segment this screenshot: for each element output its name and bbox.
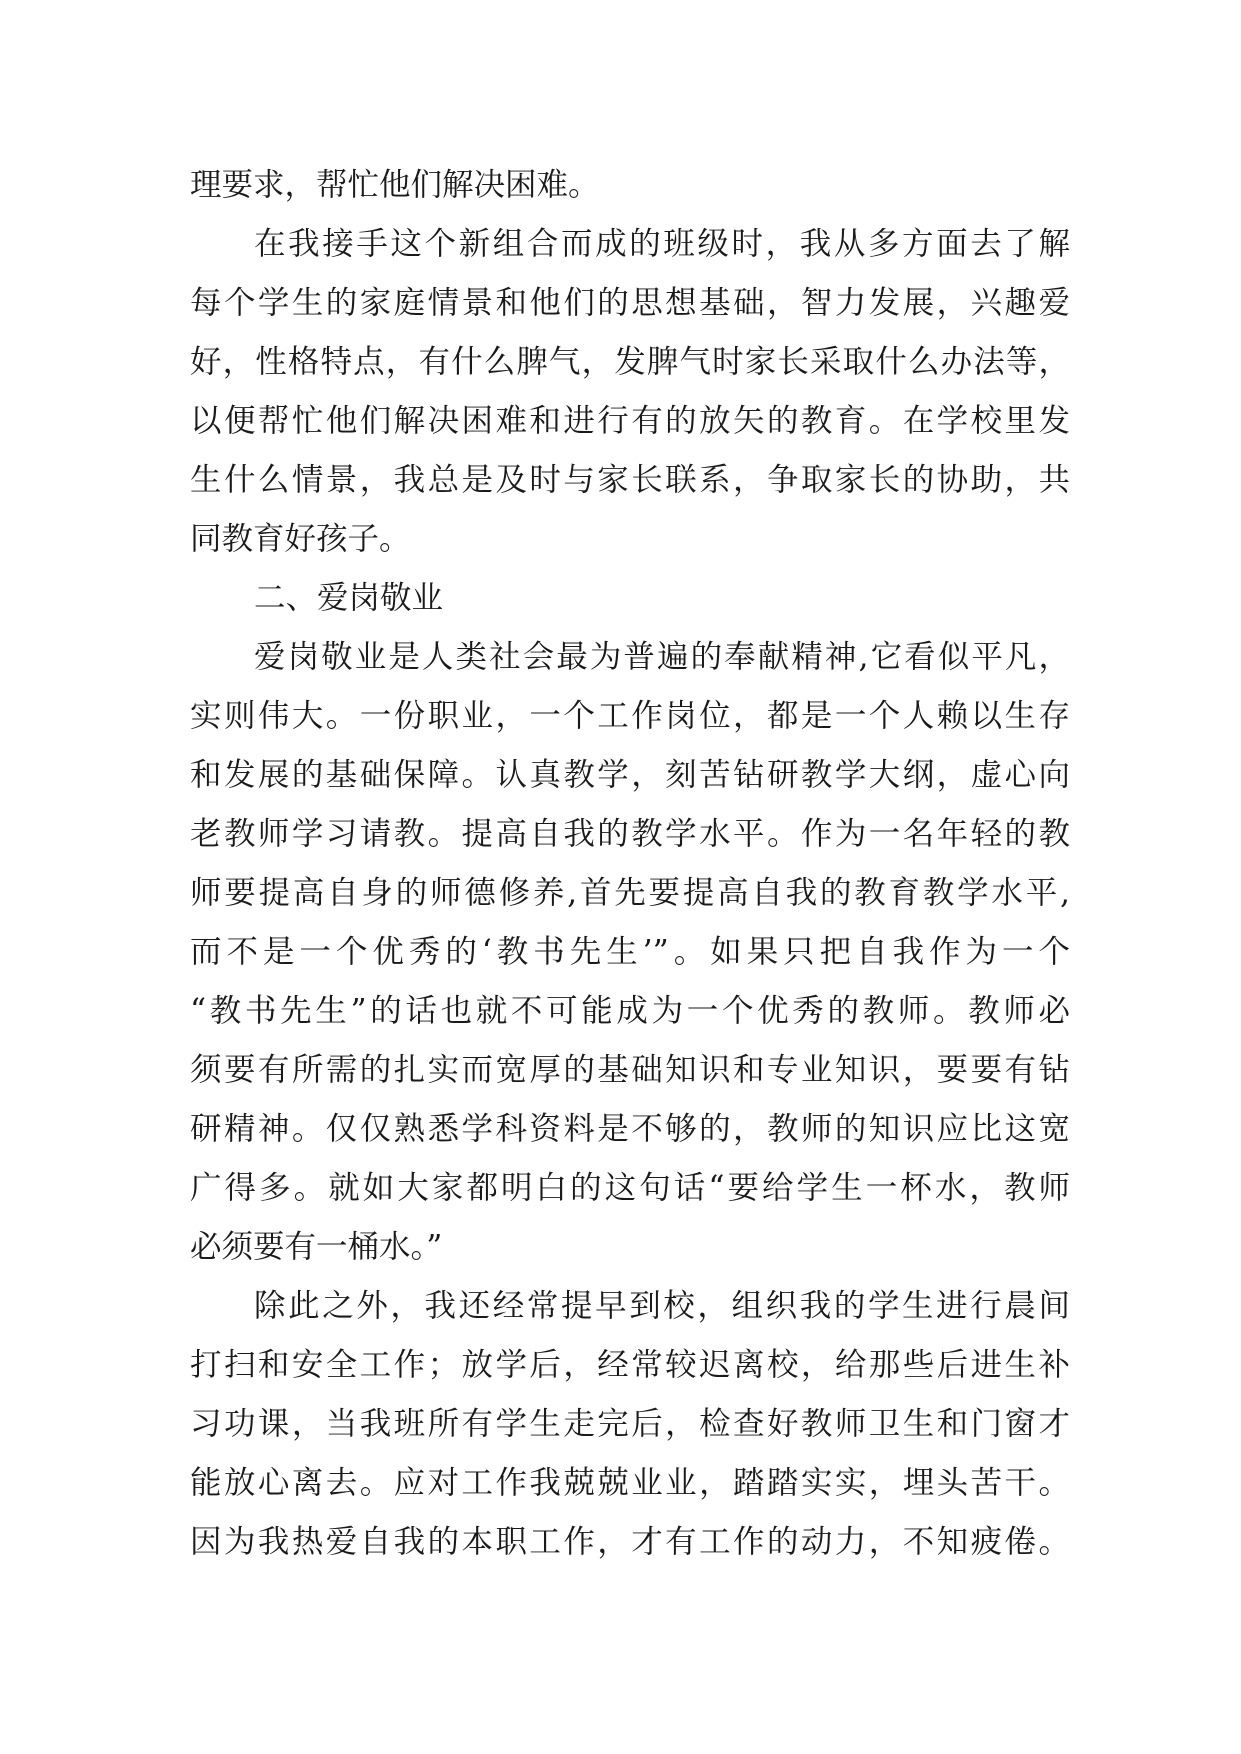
body-text [190, 156, 1070, 1572]
text-line: 能放心离去。应对工作我兢兢业业，踏踏实实，埋头苦干。 [190, 1465, 1070, 1501]
text-line: 以便帮忙他们解决困难和进行有的放矢的教育。在学校里发 [190, 403, 1070, 439]
text-line: 必须要有一桶水。” [190, 1229, 443, 1265]
text-line: 在我接手这个新组合而成的班级时，我从多方面去了解 [254, 226, 1070, 262]
text-line: 生什么情景，我总是及时与家长联系，争取家长的协助，共 [190, 462, 1070, 498]
text-line: 老教师学习请教。提高自我的教学水平。作为一名年轻的教 [190, 816, 1070, 852]
text-line: 和发展的基础保障。认真教学，刻苦钻研教学大纲，虚心向 [190, 757, 1070, 793]
text-line: 好，性格特点，有什么脾气，发脾气时家长采取什么办法等， [190, 344, 1070, 380]
text-line: 实则伟大。一份职业，一个工作岗位，都是一个人赖以生存 [190, 698, 1070, 734]
text-line: 须要有所需的扎实而宽厚的基础知识和专业知识，要要有钻 [190, 1052, 1070, 1088]
text-line: 习功课，当我班所有学生走完后，检查好教师卫生和门窗才 [190, 1406, 1070, 1442]
text-line: “教书先生”的话也就不可能成为一个优秀的教师。教师必 [190, 993, 1070, 1029]
text-line: 每个学生的家庭情景和他们的思想基础，智力发展，兴趣爱 [190, 285, 1070, 321]
text-line: 除此之外，我还经常提早到校，组织我的学生进行晨间 [254, 1288, 1070, 1324]
text-line: 师要提高自身的师德修养,首先要提高自我的教育教学水平, [190, 875, 1070, 911]
text-line: 而不是一个优秀的‘教书先生’”。如果只把自我作为一个 [190, 934, 1070, 970]
text-line: 打扫和安全工作；放学后，经常较迟离校，给那些后进生补 [190, 1347, 1070, 1383]
text-line: 理要求，帮忙他们解决困难。 [190, 167, 600, 203]
text-line: 同教育好孩子。 [190, 521, 411, 557]
text-line: 研精神。仅仅熟悉学科资料是不够的，教师的知识应比这宽 [190, 1111, 1070, 1147]
text-line: 因为我热爱自我的本职工作，才有工作的动力，不知疲倦。 [190, 1524, 1070, 1560]
text-line: 二、爱岗敬业 [254, 580, 444, 616]
text-line: 爱岗敬业是人类社会最为普遍的奉献精神,它看似平凡， [254, 639, 1070, 675]
text-line: 广得多。就如大家都明白的这句话“要给学生一杯水，教师 [190, 1170, 1070, 1206]
